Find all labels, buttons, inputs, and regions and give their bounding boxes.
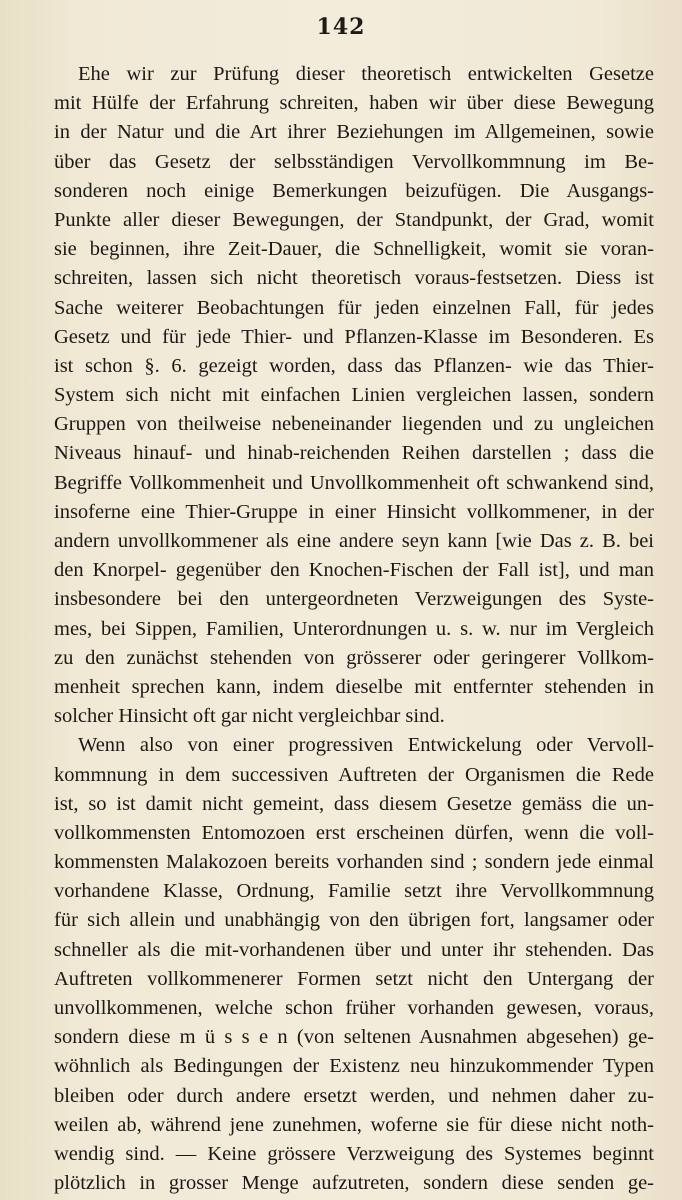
text-line: Ehe wir zur Prüfung dieser theoretisch entwickelten Gesetze (78, 63, 654, 85)
text-line: Niveaus hinauf- und hinab-reichenden Reihen darstellen ; dass die (54, 442, 654, 465)
text-line: System sich nicht mit einfachen Linien vergleichen lassen, sondern (54, 384, 654, 407)
text-line: den Knorpel- gegenüber den Knochen-Fischen der Fall ist], und man (54, 559, 654, 582)
text-line: andern unvollkommener als eine andere seyn kann [wie Das z. B. bei (54, 530, 654, 552)
text-line: wöhnlich als Bedingungen der Existenz neu hinzukommender Typen (54, 1055, 654, 1078)
text-line: vorhandene Klasse, Ordnung, Familie setzt ihre Vervollkommnung (54, 880, 654, 903)
text-line: für sich allein und unabhängig von den übrigen fort, langsamer oder (54, 909, 654, 932)
text-line: Wenn also von einer progressiven Entwickelung oder Vervoll- (78, 734, 654, 757)
text-line: kommensten Malakozoen bereits vorhanden sind ; sondern jede einmal (54, 851, 654, 874)
text-line: ist schon §. 6. gezeigt worden, dass das Pflanzen- wie das Thier- (54, 354, 654, 377)
text-line: Sache weiterer Beobachtungen für jeden einzelnen Fall, für jedes (54, 296, 654, 319)
text-line: in der Natur und die Art ihrer Beziehungen im Allgemeinen, sowie (54, 121, 654, 144)
text-line: bleiben oder durch andere ersetzt werden, und nehmen daher zu- (54, 1084, 654, 1107)
text-line: Begriffe Vollkommenheit und Unvollkommenheit oft schwankend sind, (54, 471, 654, 494)
text-line: kommnung in dem successiven Auftreten der Organismen die Rede (54, 763, 654, 786)
text-line: wendig sind. — Keine grössere Verzweigung des Systemes beginnt (54, 1142, 654, 1165)
text-line: mit Hülfe der Erfahrung schreiten, haben wir über diese Bewegung (54, 92, 654, 115)
text-line: über das Gesetz der selbsständigen Vervollkommnung im Be- (54, 150, 654, 173)
text-line: vollkommensten Entomozoen erst erscheinen dürfen, wenn die voll- (54, 821, 654, 844)
text-line: sondern diese m ü s s e n (von seltenen Ausnahmen abgesehen) ge- (54, 1026, 654, 1049)
text-line: schneller als die mit-vorhandenen über und unter ihr stehenden. Das (54, 938, 654, 961)
text-line: sonderen noch einige Bemerkungen beizufügen. Die Ausgangs- (54, 179, 654, 202)
text-line: weilen ab, während jene zunehmen, woferne sie für diese nicht noth- (54, 1113, 654, 1136)
text-line: Gesetz und für jede Thier- und Pflanzen-Klasse im Besonderen. Es (54, 325, 654, 348)
text-line: Gruppen von theilweise nebeneinander liegenden und zu ungleichen (54, 413, 654, 436)
text-line: unvollkommenen, welche schon früher vorhanden gewesen, voraus, (54, 997, 654, 1019)
text-line: Punkte aller dieser Bewegungen, der Standpunkt, der Grad, womit (54, 208, 654, 231)
text-line: plötzlich in grosser Menge aufzutreten, sondern diese senden ge- (54, 1172, 654, 1195)
text-line: zu den zunächst stehenden von grösserer oder geringerer Vollkom- (54, 646, 654, 669)
text-line: insbesondere bei den untergeordneten Verzweigungen des Syste- (54, 588, 654, 611)
text-line: sie beginnen, ihre Zeit-Dauer, die Schnelligkeit, womit sie voran- (54, 238, 654, 261)
body-text (54, 60, 654, 1198)
text-line: solcher Hinsicht oft gar nicht vergleichbar sind. (54, 705, 445, 728)
text-line: Auftreten vollkommenerer Formen setzt nicht den Untergang der (54, 967, 654, 990)
text-line: ist, so ist damit nicht gemeint, dass diesem Gesetze gemäss die un- (54, 792, 654, 815)
text-line: schreiten, lassen sich nicht theoretisch voraus-festsetzen. Diess ist (54, 267, 654, 290)
text-line: insoferne eine Thier-Gruppe in einer Hinsicht vollkommener, in der (54, 500, 654, 523)
text-line: mes, bei Sippen, Familien, Unterordnungen u. s. w. nur im Vergleich (54, 617, 654, 640)
text-line: menheit sprechen kann, indem dieselbe mit entfernter stehenden in (54, 675, 654, 698)
page-number: 142 (316, 14, 366, 40)
